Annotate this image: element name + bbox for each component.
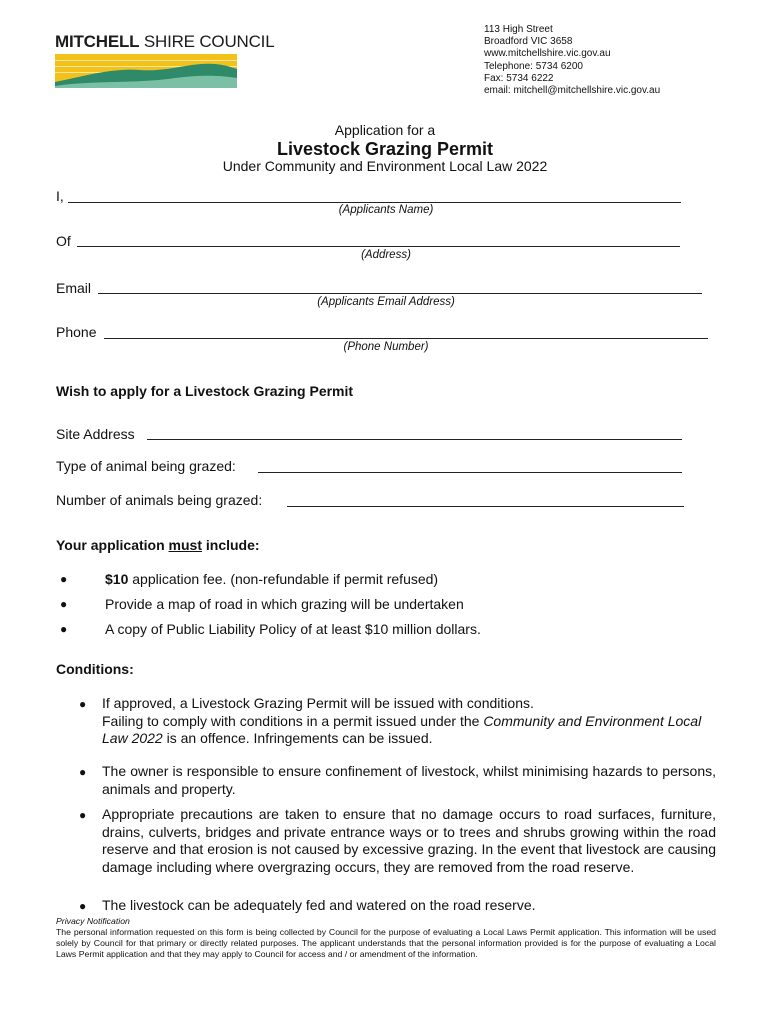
animal-count-field[interactable] [287,506,684,507]
condition-1-line-2 [102,713,720,748]
condition-item: The owner is responsible to ensure confinement of livestock, whilst minimising hazards to persons, animals and property. [102,763,716,797]
condition-1-text-end: is an offence. Infringements can be issued. [162,730,433,746]
bullet-icon: ● [79,899,87,913]
condition-item: The livestock can be adequately fed and watered on the road reserve. [102,897,536,913]
bullet-icon: ● [79,765,87,779]
bullet-icon: ● [79,697,87,711]
council-logo-graphic [55,54,237,88]
requirement-fee-text: application fee. (non-refundable if permit refused) [128,571,439,587]
logo-text-bold: MITCHELL [55,32,140,51]
address-label: Of [56,233,71,249]
phone-label: Phone [56,324,97,340]
requirement-item [105,571,438,587]
page-title: Livestock Grazing Permit [276,139,494,159]
requirement-fee-amount: $10 [105,571,129,587]
email-label: Email [56,280,92,296]
privacy-text: The personal information requested on this form is being collected by Council for the purpose of evaluating a Local Laws Permit application. This information will be used solely by Council for that primary or directly related purposes. The applicant understands that the personal information provided is for the purpose of evaluating a Local Laws Permit application and that they may apply to Council for access and / or amendment of the information. [56,927,716,959]
bullet-icon: ● [60,622,68,636]
logo-text-rest: SHIRE COUNCIL [139,32,275,51]
condition-1-line-1: If approved, a Livestock Grazing Permit will be issued with conditions. [102,695,534,711]
email-field[interactable] [98,293,702,294]
applicant-name-hint: (Applicants Name) [338,204,434,216]
condition-1-law-name: Community and Environment Local Law 2022 [102,712,702,746]
applicant-name-field[interactable] [68,202,681,203]
animal-type-field[interactable] [258,472,682,473]
requirements-heading-must: must [168,537,202,553]
requirements-heading-pre: Your application [56,537,169,553]
conditions-heading: Conditions: [56,661,134,677]
page-subtitle: Under Community and Environment Local Law 2022 [222,158,548,174]
requirement-item: Provide a map of road in which grazing will be undertaken [105,596,464,612]
contact-telephone: Telephone: 5734 6200 [484,60,583,72]
privacy-notification [56,916,716,960]
contact-website: www.mitchellshire.vic.gov.au [484,48,611,60]
contact-street: 113 High Street [484,24,553,35]
contact-town: Broadford VIC 3658 [484,36,573,48]
site-address-label: Site Address [56,426,135,442]
requirement-item: A copy of Public Liability Policy of at least $10 million dollars. [105,621,481,637]
apply-heading: Wish to apply for a Livestock Grazing Permit [56,383,354,399]
bullet-icon: ● [60,572,68,586]
site-address-field[interactable] [147,439,682,440]
logo-sky-stripe [55,60,237,61]
animal-count-label: Number of animals being grazed: [56,492,263,508]
phone-hint: (Phone Number) [343,341,429,353]
condition-item: Appropriate precautions are taken to ensure that no damage occurs to road surfaces, furniture, drains, culverts, bridges and private entrance ways or to trees and shrubs growing within the road reserve and that erosion is not caused by excessive grazing. In the event that livestock are causing damage including where overgrazing occurs, they are removed from the road reserve. [102,806,716,875]
address-hint: (Address) [361,249,411,261]
phone-field[interactable] [104,338,708,339]
condition-1-text: Failing to comply with conditions in a permit issued under the [102,712,484,729]
requirements-heading-post: include: [201,537,260,553]
council-logo-text [55,32,274,52]
title-prefix: Application for a [334,122,436,138]
address-field[interactable] [77,246,680,247]
applicant-name-label: I, [56,188,64,204]
privacy-title: Privacy Notification [56,916,130,926]
requirements-heading [56,537,260,553]
animal-type-label: Type of animal being grazed: [56,458,236,474]
contact-email: email: mitchell@mitchellshire.vic.gov.au [484,85,661,97]
condition-item [102,695,720,748]
council-contact-block [484,24,660,97]
bullet-icon: ● [79,808,87,822]
bullet-icon: ● [60,597,68,611]
email-hint: (Applicants Email Address) [317,296,455,308]
contact-fax: Fax: 5734 6222 [484,72,554,84]
